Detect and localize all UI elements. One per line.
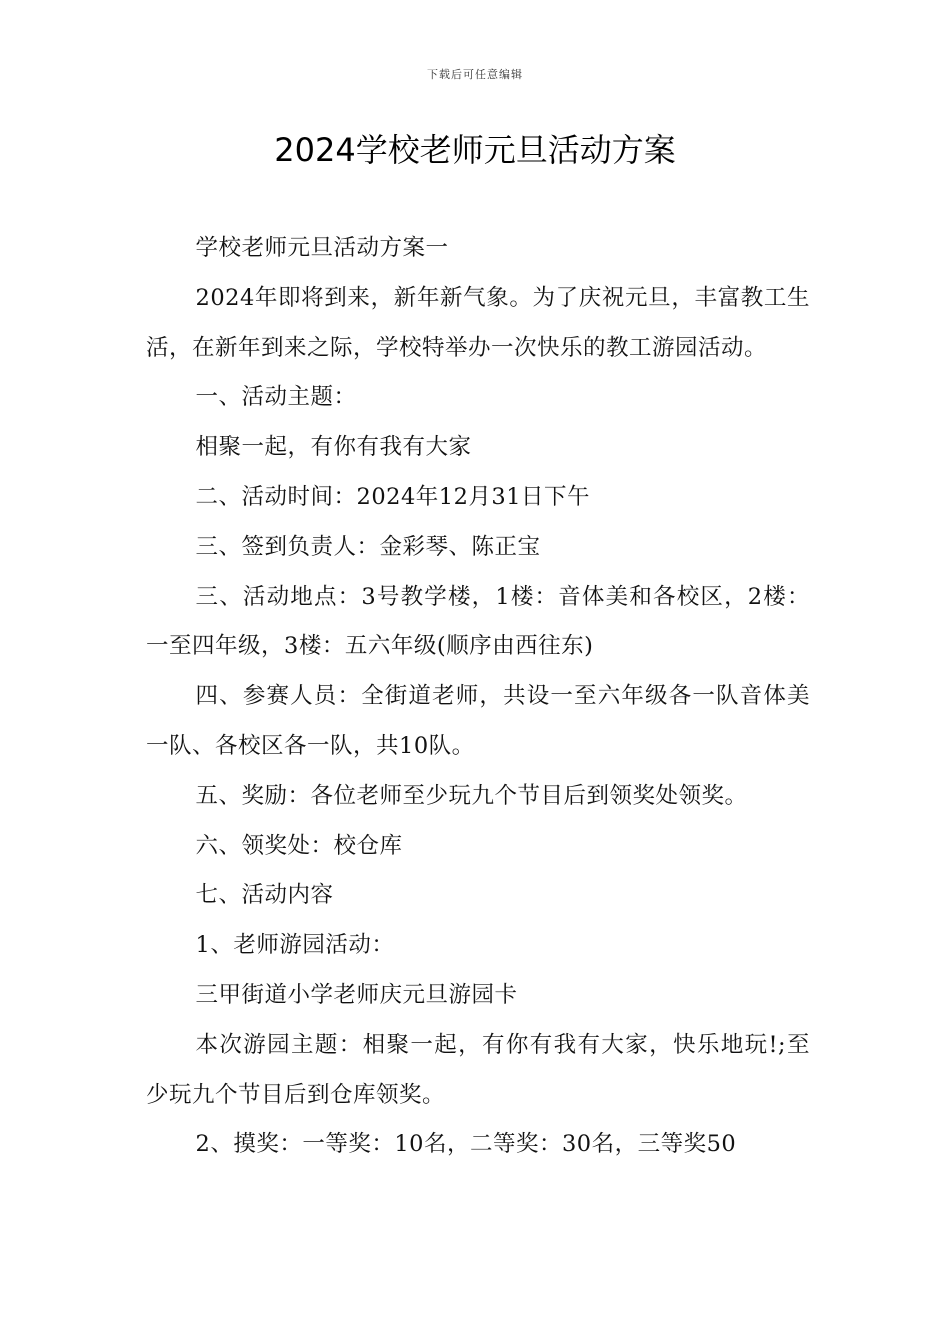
paragraph-activity-1: 1、老师游园活动：: [195, 932, 395, 959]
paragraph-signin: 三、签到负责人：金彩琴、陈正宝: [195, 533, 541, 560]
paragraph-reward: 五、奖励：各位老师至少玩九个节目后到领奖处领奖。: [195, 782, 748, 809]
page-header-note: 下载后可任意编辑: [427, 68, 523, 81]
paragraph-card-theme: 本次游园主题：相聚一起，有你有我有大家，快乐地玩!;至少玩九个节目后到仓库领奖。: [146, 1031, 810, 1108]
paragraph-subtitle: 学校老师元旦活动方案一: [195, 235, 449, 261]
paragraph-intro: 2024年即将到来，新年新气象。为了庆祝元旦，丰富教工生活，在新年到来之际，学校特举办一次快乐的教工游园活动。: [146, 284, 810, 361]
paragraph-theme-heading: 一、活动主题：: [195, 384, 357, 411]
paragraph-time: 二、活动时间：2024年12月31日下午: [195, 483, 591, 510]
document-body: [146, 224, 810, 1170]
paragraph-prize-location: 六、领奖处：校仓库: [195, 832, 403, 859]
paragraph-content-heading: 七、活动内容: [195, 882, 334, 909]
document-title: 2024学校老师元旦活动方案: [274, 131, 676, 169]
paragraph-theme: 相聚一起，有你有我有大家: [195, 434, 472, 461]
paragraph-lottery: 2、摸奖：一等奖：10名，二等奖：30名，三等奖50: [195, 1131, 737, 1158]
paragraph-card-title: 三甲街道小学老师庆元旦游园卡: [195, 981, 518, 1008]
paragraph-participants: 四、参赛人员：全街道老师，共设一至六年级各一队音体美一队、各校区各一队，共10队。: [146, 683, 810, 759]
paragraph-location: 三、活动地点：3号教学楼，1楼：音体美和各校区，2楼：一至四年级，3楼：五六年级(顺序由西往东): [146, 583, 810, 660]
